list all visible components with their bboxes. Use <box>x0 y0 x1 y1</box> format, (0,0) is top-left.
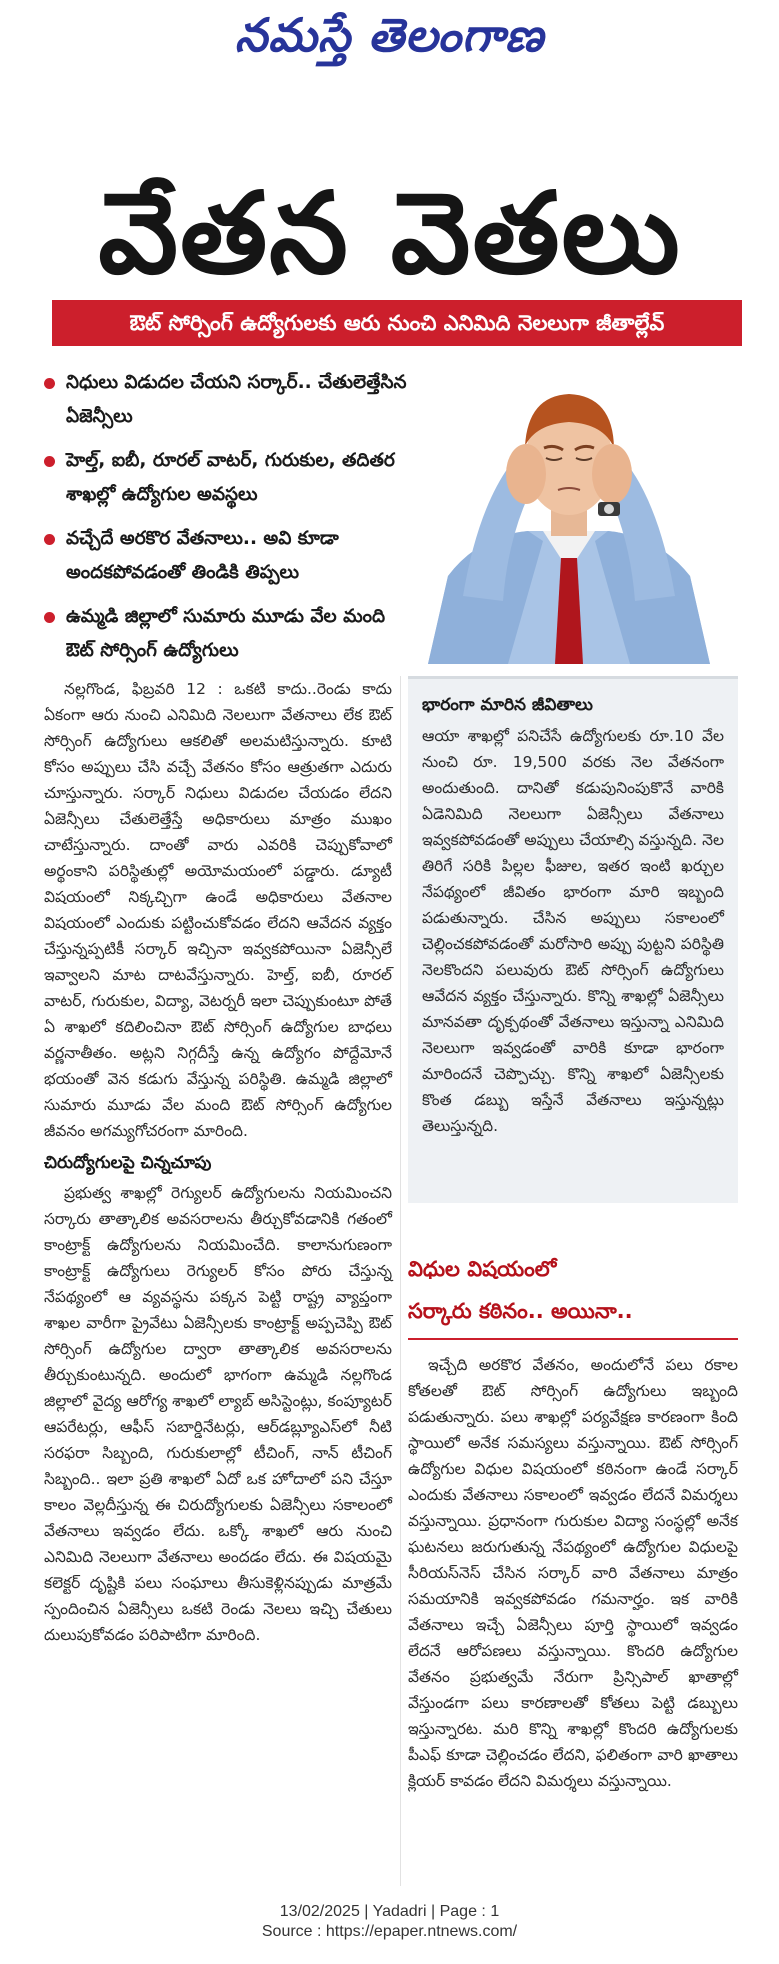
section2-text <box>408 1352 738 1794</box>
bullet-item <box>44 600 414 668</box>
bullet-text: హెల్త్, ఐబీ, రూరల్ వాటర్, గురుకుల, తదితర శాఖల్లో ఉద్యోగుల అవస్థలు <box>66 450 395 505</box>
bullet-dot-icon <box>44 612 55 623</box>
footer <box>0 1902 779 1942</box>
bullet-dot-icon <box>44 456 55 467</box>
headline: వేతన వెతలు <box>98 169 682 299</box>
article-body-left <box>44 676 392 1648</box>
kicker-banner: ఔట్ సోర్సింగ్ ఉద్యోగులకు ఆరు నుంచి ఎనిమిది నెలలుగా జీతాల్లేవ్ <box>52 300 742 346</box>
column-divider <box>400 676 401 1886</box>
bullet-text: నిధులు విడుదల చేయని సర్కార్.. చేతులెత్తేసిన ఏజెన్సీలు <box>66 372 407 427</box>
bullet-text: వచ్చేదే అరకొర వేతనాలు.. అవి కూడా అందకపోవడంతో తిండికి తిప్పలు <box>66 528 339 583</box>
bullet-item <box>44 366 414 434</box>
footer-source-link[interactable]: Source : https://epaper.ntnews.com/ <box>261 1923 518 1940</box>
article-paragraph: ప్రభుత్వ శాఖల్లో రెగ్యులర్ ఉద్యోగులను నియమించని సర్కారు తాత్కాలిక అవసరాలను తీర్చుకోవడానికి గతంలో కాంట్రాక్ట్ ఉద్యోగులను నియమించేది. కాలానుగుణంగా కాంట్రాక్ట్ ఉద్యోగులు రెగ్యులర్ కోసం పోరు చేస్తున్న నేపథ్యంలో ఆ వ్యవస్థను పక్కన పెట్టి రాష్ట్ర వ్యాప్తంగా శాఖల వారీగా ప్రైవేటు ఏజెన్సీలకు కాంట్రాక్ట్ అప్పచెప్పి ఔట్ సోర్సింగ్ ఉద్యోగుల ద్వారా తాత్కాలిక అవసరాలను తీర్చుకుంటున్నది. అందులో భాగంగా ఉమ్మడి నల్లగొండ జిల్లాలో వైద్య ఆరోగ్య శాఖలో ల్యాబ్ అసిస్టెంట్లు, కంప్యూటర్ ఆపరేటర్లు, ఆఫీస్ సబార్డినేటర్లు, ఆర్‌డబ్ల్యూఎస్‌లో నీటి సరఫరా సిబ్బంది, గురుకులాల్లో టీచింగ్, నాన్ టీచింగ్ సిబ్బంది.. ఇలా ప్రతి శాఖలో ఏదో ఒక హోదాలో పని చేస్తూ కాలం వెల్లదీస్తున్న ఈ చిరుద్యోగులకు ఏజెన్సీలు సకాలంలో వేతనాలు ఇవ్వడం లేదు. ఒక్కో శాఖలో ఆరు నుంచి ఎనిమిది నెలలుగా వేతనాలు అందడం లేదు. ఈ విషయమై కలెక్టర్ దృష్టికి పలు సంఘాలు తీసుకెళ్లినప్పుడు మాత్రమే స్పందించిన ఏజెన్సీలు ఒకటి రెండు నెలలు ఇచ్చి చేతులు దులుపుకోవడం పరిపాటిగా మారింది. <box>44 1184 392 1644</box>
bullet-item <box>44 522 414 590</box>
article-paragraph: నల్లగొండ, ఫిబ్రవరి 12 : ఒకటి కాదు..రెండు కాదు ఏకంగా ఆరు నుంచి ఎనిమిది నెలలుగా వేతనాలు లేక ఔట్ సోర్సింగ్ ఉద్యోగులు ఆకలితో అలమటిస్తున్నారు. కూటి కోసం అప్పులు చేసి వచ్చే వేతనం కోసం ఆత్రుతగా ఎదురు చూస్తున్నారు. సర్కార్ నిధులు విడుదల చేయడం లేదని ఏజెన్సీలు చేతులెత్తేస్తే అధికారులు మాత్రం ముఖం చాటేస్తున్నారు. దాంతో వారు ఎవరికి చెప్పుకోవాలో అర్థంకాని పరిస్థితుల్లో అయోమయంలో పడ్డారు. డ్యూటీ విషయంలో నిక్కచ్చిగా ఉండే అధికారులు వేతనాల విషయంలో ఎందుకు పట్టించుకోవడం లేదని ఆవేదన వ్యక్తం చేస్తున్నప్పటికీ సర్కార్ ఇచ్చినా ఇవ్వకపోయినా ఏజెన్సీలే ఇవ్వాలని మాట దాటవేస్తున్నారు. హెల్త్, ఐబీ, రూరల్ వాటర్, గురుకుల, విద్యా, వెటర్నరీ ఇలా చెప్పుకుంటూ పోతే ఏ శాఖలో కదిలించినా ఔట్ సోర్సింగ్ ఉద్యోగుల బాధలు వర్ణనాతీతం. అట్లని నిగ్గదీస్తే ఉన్న ఉద్యోగం పోద్దేమోనే భయంతో వెన కడుగు వేస్తున్న పరిస్థితి. ఉమ్మడి జిల్లాలో సుమారు మూడు వేల మంది ఔట్ సోర్సింగ్ ఉద్యోగుల జీవనం అగమ్యగోచరంగా మారింది. <box>44 680 392 1140</box>
bullet-list <box>44 366 414 678</box>
section2-heading-line2: సర్కారు కఠినం.. అయినా.. <box>408 1299 633 1323</box>
bullet-item <box>44 444 414 512</box>
masthead-logo: నమస్తే తెలంగాణ <box>234 8 545 62</box>
article-subheading: చిరుద్యోగులపై చిన్నచూపు <box>44 1153 212 1173</box>
sidebar-title: భారంగా మారిన జీవితాలు <box>422 695 593 715</box>
section2-paragraph: ఇచ్చేది అరకొర వేతనం, అందులోనే పలు రకాల కోతలతో ఔట్ సోర్సింగ్ ఉద్యోగులు ఇబ్బంది పడుతున్నారు. పలు శాఖల్లో పర్యవేక్షణ కారణంగా కింది స్థాయిలో అనేక సమస్యలు వస్తున్నాయి. ఔట్ సోర్సింగ్ ఉద్యోగుల విధుల విషయంలో కఠినంగా ఉండే సర్కార్ ఎందుకు వేతనాలు సకాలంలో ఇవ్వడం లేదనే విమర్శలు వస్తున్నాయి. ప్రధానంగా గురుకుల విద్యా సంస్థల్లో అనేక ఘటనలు జరుగుతున్న నేపథ్యంలో ఉద్యోగుల విధులపై సీరియస్‌నెస్ చేసిన సర్కార్ వారి వేతనాలు మాత్రం సమయానికి ఇవ్వకపోవడం గమనార్హం. ఇక వారికి వేతనాలు ఇచ్చే ఏజెన్సీలు పూర్తి స్థాయిలో ఇవ్వడం లేదనే ఆరోపణలు వస్తున్నాయి. కొందరి ఉద్యోగుల వేతనం ప్రభుత్వమే నేరుగా ప్రిన్సిపాల్ ఖాతాల్లో వేస్తుండగా పలు కారణాలతో కోతలు పెట్టి డబ్బులు ఇస్తున్నారట. మరి కొన్ని శాఖల్లో కొందరి ఉద్యోగులకు పీఎఫ్ కూడా చెల్లించడం లేదని, ఫలితంగా వారి ఖాతాలు క్లియర్ కావడం లేదని విమర్శలు వస్తున్నాయి. <box>408 1356 738 1790</box>
sidebar-text: ఆయా శాఖల్లో పనిచేసే ఉద్యోగులకు రూ.10 వేల నుంచి రూ. 19,500 వరకు నెల వేతనంగా అందుతుంది. దానితో కడుపునింపుకొనే వారికి ఏడెనిమిది నెలలుగా ఏజెన్సీలు వేతనాలు ఇవ్వకపోవడంతో అప్పులు చేయాల్సి వస్తున్నది. నెల తిరిగే సరికి పిల్లల ఫీజుల, ఇతర ఇంటి ఖర్చుల నేపథ్యంలో జీవితం భారంగా మారి ఇబ్బంది పడుతున్నారు. చేసిన అప్పులు సకాలంలో చెల్లించకపోవడంతో మరోసారి అప్పు పుట్టని పరిస్థితి నెలకొందని పలువురు ఔట్ సోర్సింగ్ ఉద్యోగులు ఆవేదన వ్యక్తం చేస్తున్నారు. కొన్ని శాఖల్లో ఏజెన్సీలు మానవతా దృక్పథంతో వేతనాలు ఇస్తున్నా ఎనిమిది నెలలుగా ఇవ్వడంతో వారికి కూడా భారంగా మారిందనే చెప్పొచ్చు. కొన్ని శాఖలో ఏజెన్సీలకు కొంత డబ్బు ఇస్తేనే వేతనాలు ఇస్తున్నట్లు తెలుస్తున్నది. <box>422 727 724 1135</box>
bullet-text: ఉమ్మడి జిల్లాలో సుమారు మూడు వేల మంది ఔట్ సోర్సింగ్ ఉద్యోగులు <box>66 606 386 661</box>
stressed-man-photo <box>408 366 730 664</box>
bullet-dot-icon <box>44 534 55 545</box>
section2-rule <box>408 1338 738 1340</box>
sidebar-box <box>408 676 738 1203</box>
bullet-dot-icon <box>44 378 55 389</box>
section2-heading <box>408 1248 738 1332</box>
footer-date-line: 13/02/2025 | Yadadri | Page : 1 <box>279 1903 500 1920</box>
section2-heading-line1: విధుల విషయంలో <box>408 1257 557 1281</box>
